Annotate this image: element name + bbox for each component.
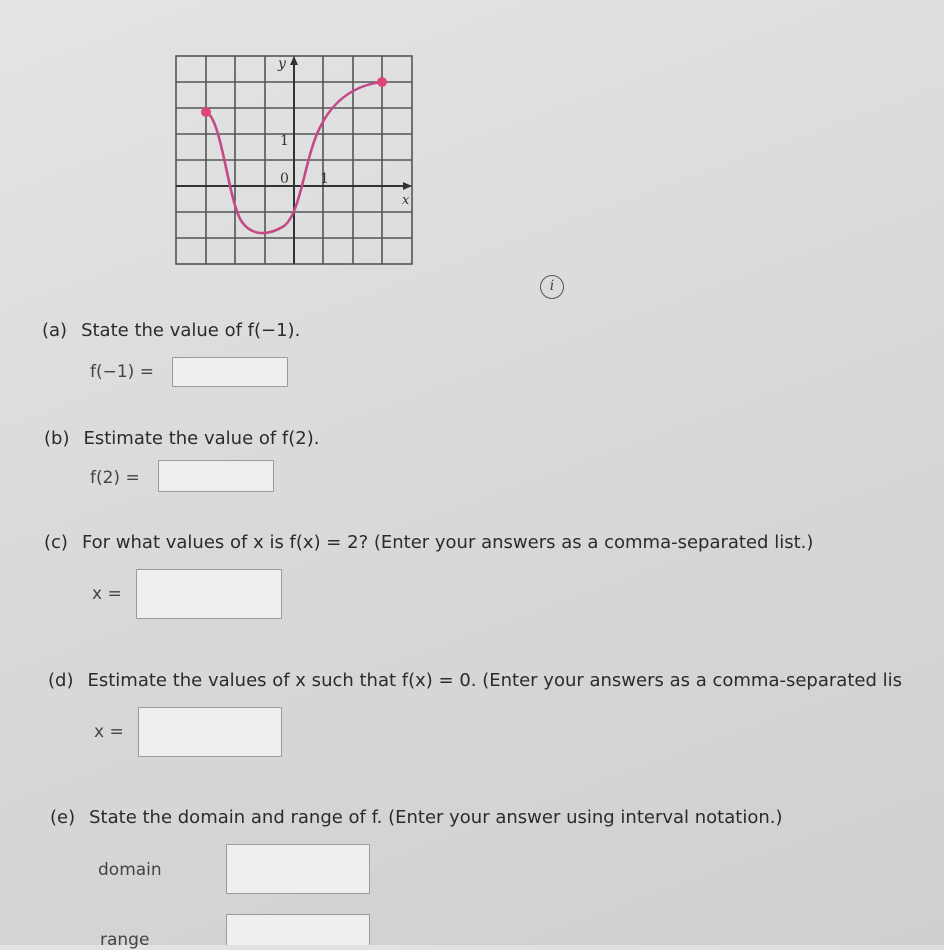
question-d bbox=[48, 670, 902, 691]
origin-tick-label: 0 bbox=[280, 171, 289, 187]
question-d-text: Estimate the values of x such that f(x) = 0. (Enter your answers as a comma-separated lis bbox=[87, 670, 902, 691]
x-axis-label: x bbox=[402, 193, 410, 208]
range-label: range bbox=[100, 930, 150, 950]
question-a-text: State the value of f(−1). bbox=[81, 320, 301, 341]
question-a-eq-label: f(−1) = bbox=[90, 362, 154, 382]
question-b bbox=[44, 428, 320, 449]
function-graph bbox=[172, 52, 416, 268]
x-tick-label-1: 1 bbox=[320, 171, 329, 187]
x-axis-arrow bbox=[403, 182, 412, 190]
question-b-eq-label: f(2) = bbox=[90, 468, 140, 488]
curve-right-endpoint bbox=[377, 77, 387, 87]
domain-answer-input[interactable] bbox=[226, 844, 370, 894]
f-2-answer-input[interactable] bbox=[158, 460, 274, 492]
question-d-label: (d) bbox=[48, 670, 74, 691]
question-c-eq-label: x = bbox=[92, 584, 122, 604]
question-e-text: State the domain and range of f. (Enter your answer using interval notation.) bbox=[89, 807, 783, 828]
question-c-text: For what values of x is f(x) = 2? (Enter your answers as a comma-separated list.) bbox=[81, 532, 814, 553]
question-a bbox=[42, 320, 300, 341]
question-e bbox=[50, 807, 783, 828]
question-e-label: (e) bbox=[50, 807, 76, 828]
question-c bbox=[44, 532, 813, 553]
f-neg1-answer-input[interactable] bbox=[172, 357, 288, 387]
question-d-eq-label: x = bbox=[94, 722, 124, 742]
question-a-label: (a) bbox=[42, 320, 68, 341]
question-c-label: (c) bbox=[44, 532, 68, 553]
curve-left-endpoint bbox=[201, 107, 211, 117]
f-equals-0-answer-input[interactable] bbox=[138, 707, 282, 757]
domain-label: domain bbox=[98, 860, 162, 880]
f-equals-2-answer-input[interactable] bbox=[136, 569, 282, 619]
info-icon[interactable]: i bbox=[540, 275, 564, 299]
y-tick-label-1: 1 bbox=[280, 133, 289, 149]
range-answer-input[interactable] bbox=[226, 914, 370, 945]
question-b-label: (b) bbox=[44, 428, 70, 449]
question-b-text: Estimate the value of f(2). bbox=[83, 428, 320, 449]
y-axis-arrow bbox=[290, 56, 298, 65]
y-axis-label: y bbox=[278, 56, 286, 72]
